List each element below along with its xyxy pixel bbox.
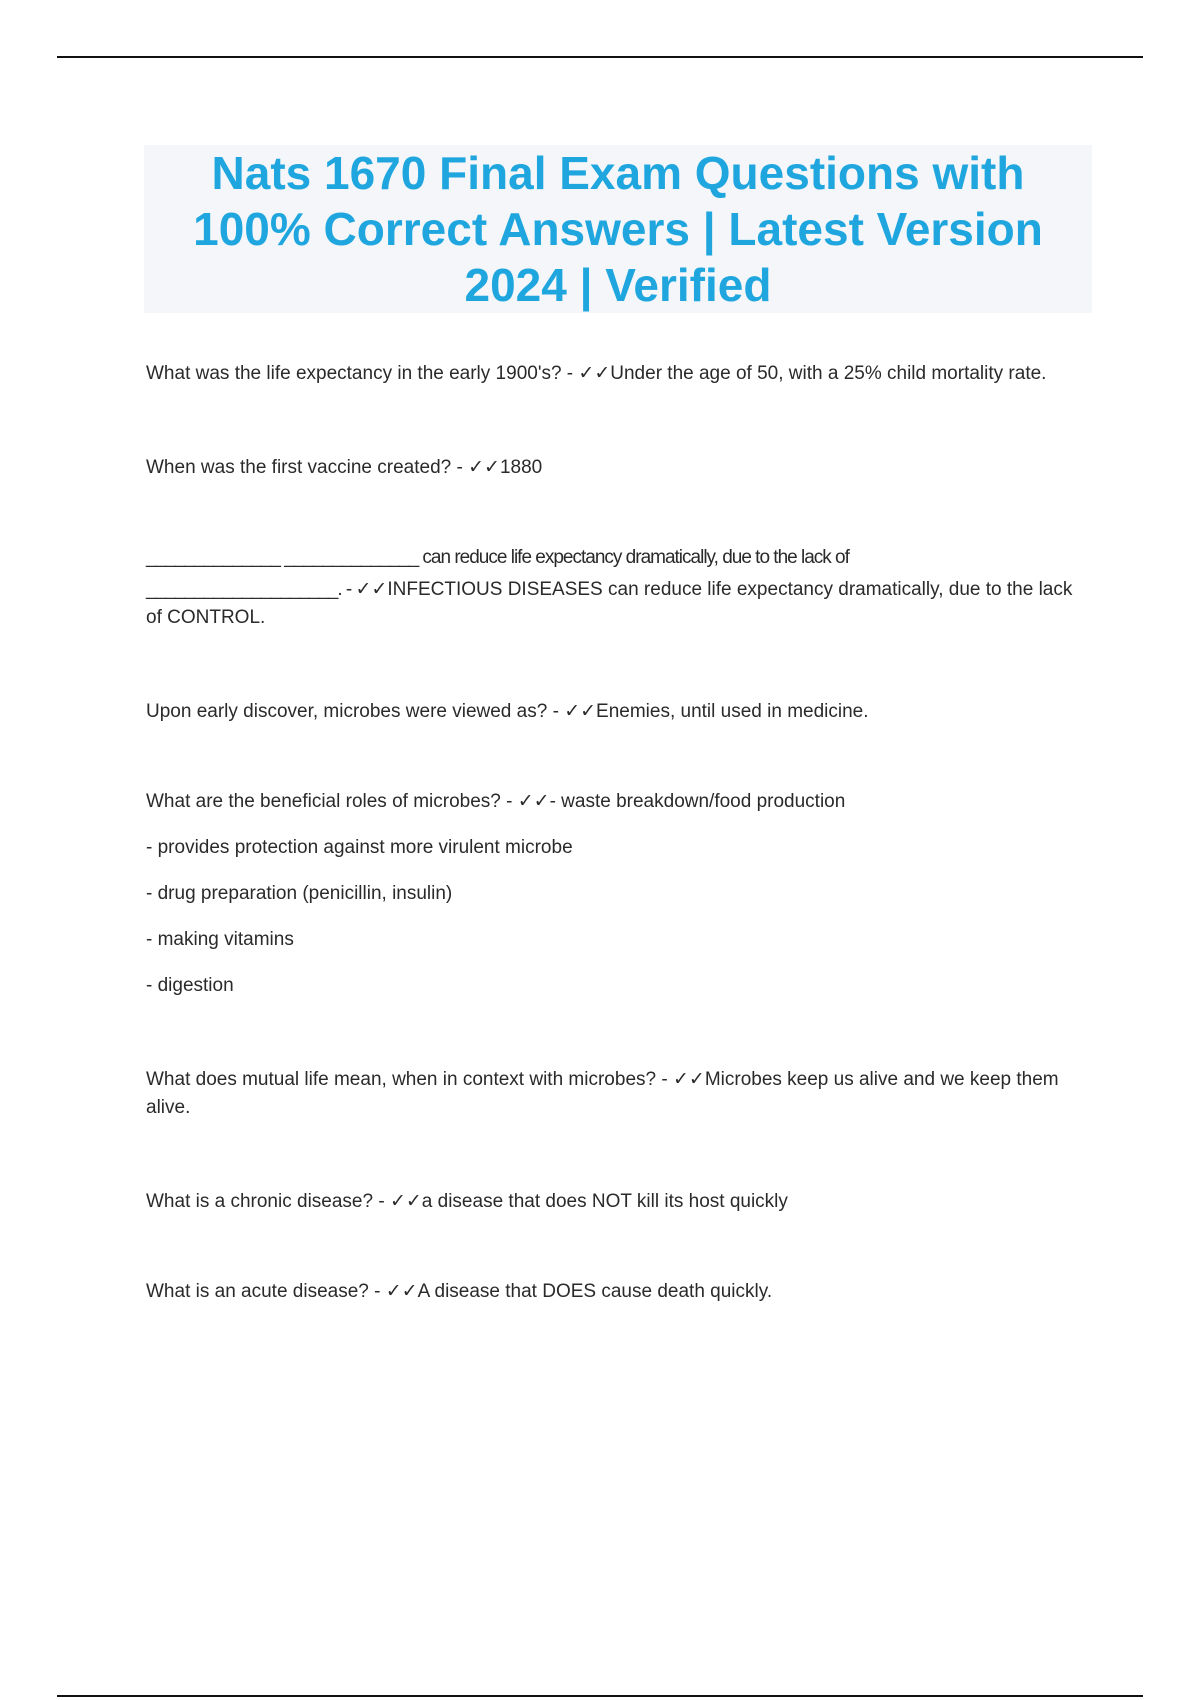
answer-text: 1880	[499, 457, 543, 478]
title-banner	[144, 145, 1092, 313]
list-item: - making vitamins	[146, 929, 294, 950]
qa-item	[146, 544, 1076, 632]
answer-text: INFECTIOUS DISEASES can reduce life expectancy dramatically, due to the lack of CONTROL.	[146, 579, 1073, 628]
question-text: What is a chronic disease? -	[146, 1191, 390, 1212]
double-check-icon: ✓✓	[389, 1191, 422, 1212]
double-check-icon: ✓✓	[355, 579, 388, 600]
qa-item	[146, 1066, 1076, 1122]
title-line-2: 100% Correct Answers | Latest Version	[193, 203, 1043, 255]
fill-in-question-line: ______________ ______________ can reduce life expectancy dramatically, due to the lack of	[146, 547, 849, 568]
question-text: When was the first vaccine created? -	[146, 457, 469, 478]
document-title	[148, 145, 1088, 313]
qa-item	[146, 454, 1076, 482]
double-check-icon: ✓✓	[517, 791, 550, 812]
title-line-3: 2024 | Verified	[464, 259, 772, 311]
double-check-icon: ✓✓	[564, 701, 597, 722]
qa-item	[146, 1278, 1076, 1306]
question-text: What does mutual life mean, when in context with microbes? -	[146, 1069, 673, 1090]
bottom-rule	[57, 1695, 1143, 1697]
double-check-icon: ✓✓	[672, 1069, 705, 1090]
answer-text: Microbes keep us alive and we keep them alive.	[146, 1069, 1059, 1118]
answer-text: A disease that DOES cause death quickly.	[417, 1281, 773, 1302]
qa-list	[146, 360, 1076, 1306]
double-check-icon: ✓✓	[578, 363, 611, 384]
question-text: Upon early discover, microbes were viewed as? -	[146, 701, 565, 722]
answer-text: a disease that does NOT kill its host quickly	[421, 1191, 788, 1212]
fill-in-blank: ____________________. -	[146, 579, 356, 600]
answer-text: Enemies, until used in medicine.	[596, 701, 869, 722]
question-text: What are the beneficial roles of microbes? -	[146, 791, 518, 812]
answer-text: - waste breakdown/food production	[549, 791, 846, 812]
title-line-1: Nats 1670 Final Exam Questions with	[211, 147, 1025, 199]
double-check-icon: ✓✓	[468, 457, 500, 478]
qa-item	[146, 1188, 1076, 1216]
fill-in-answer-line	[146, 576, 1076, 632]
qa-item	[146, 360, 1076, 388]
qa-item	[146, 788, 1076, 1000]
question-text: What was the life expectancy in the early 1900's? -	[146, 363, 579, 384]
list-item: - digestion	[146, 975, 234, 996]
list-item: - drug preparation (penicillin, insulin)	[146, 883, 453, 904]
top-rule	[57, 56, 1143, 58]
double-check-icon: ✓✓	[385, 1281, 418, 1302]
question-line	[146, 788, 1076, 816]
question-text: What is an acute disease? -	[146, 1281, 386, 1302]
list-item: - provides protection against more virulent microbe	[146, 837, 573, 858]
answer-text: Under the age of 50, with a 25% child mortality rate.	[610, 363, 1047, 384]
qa-item	[146, 698, 1076, 726]
